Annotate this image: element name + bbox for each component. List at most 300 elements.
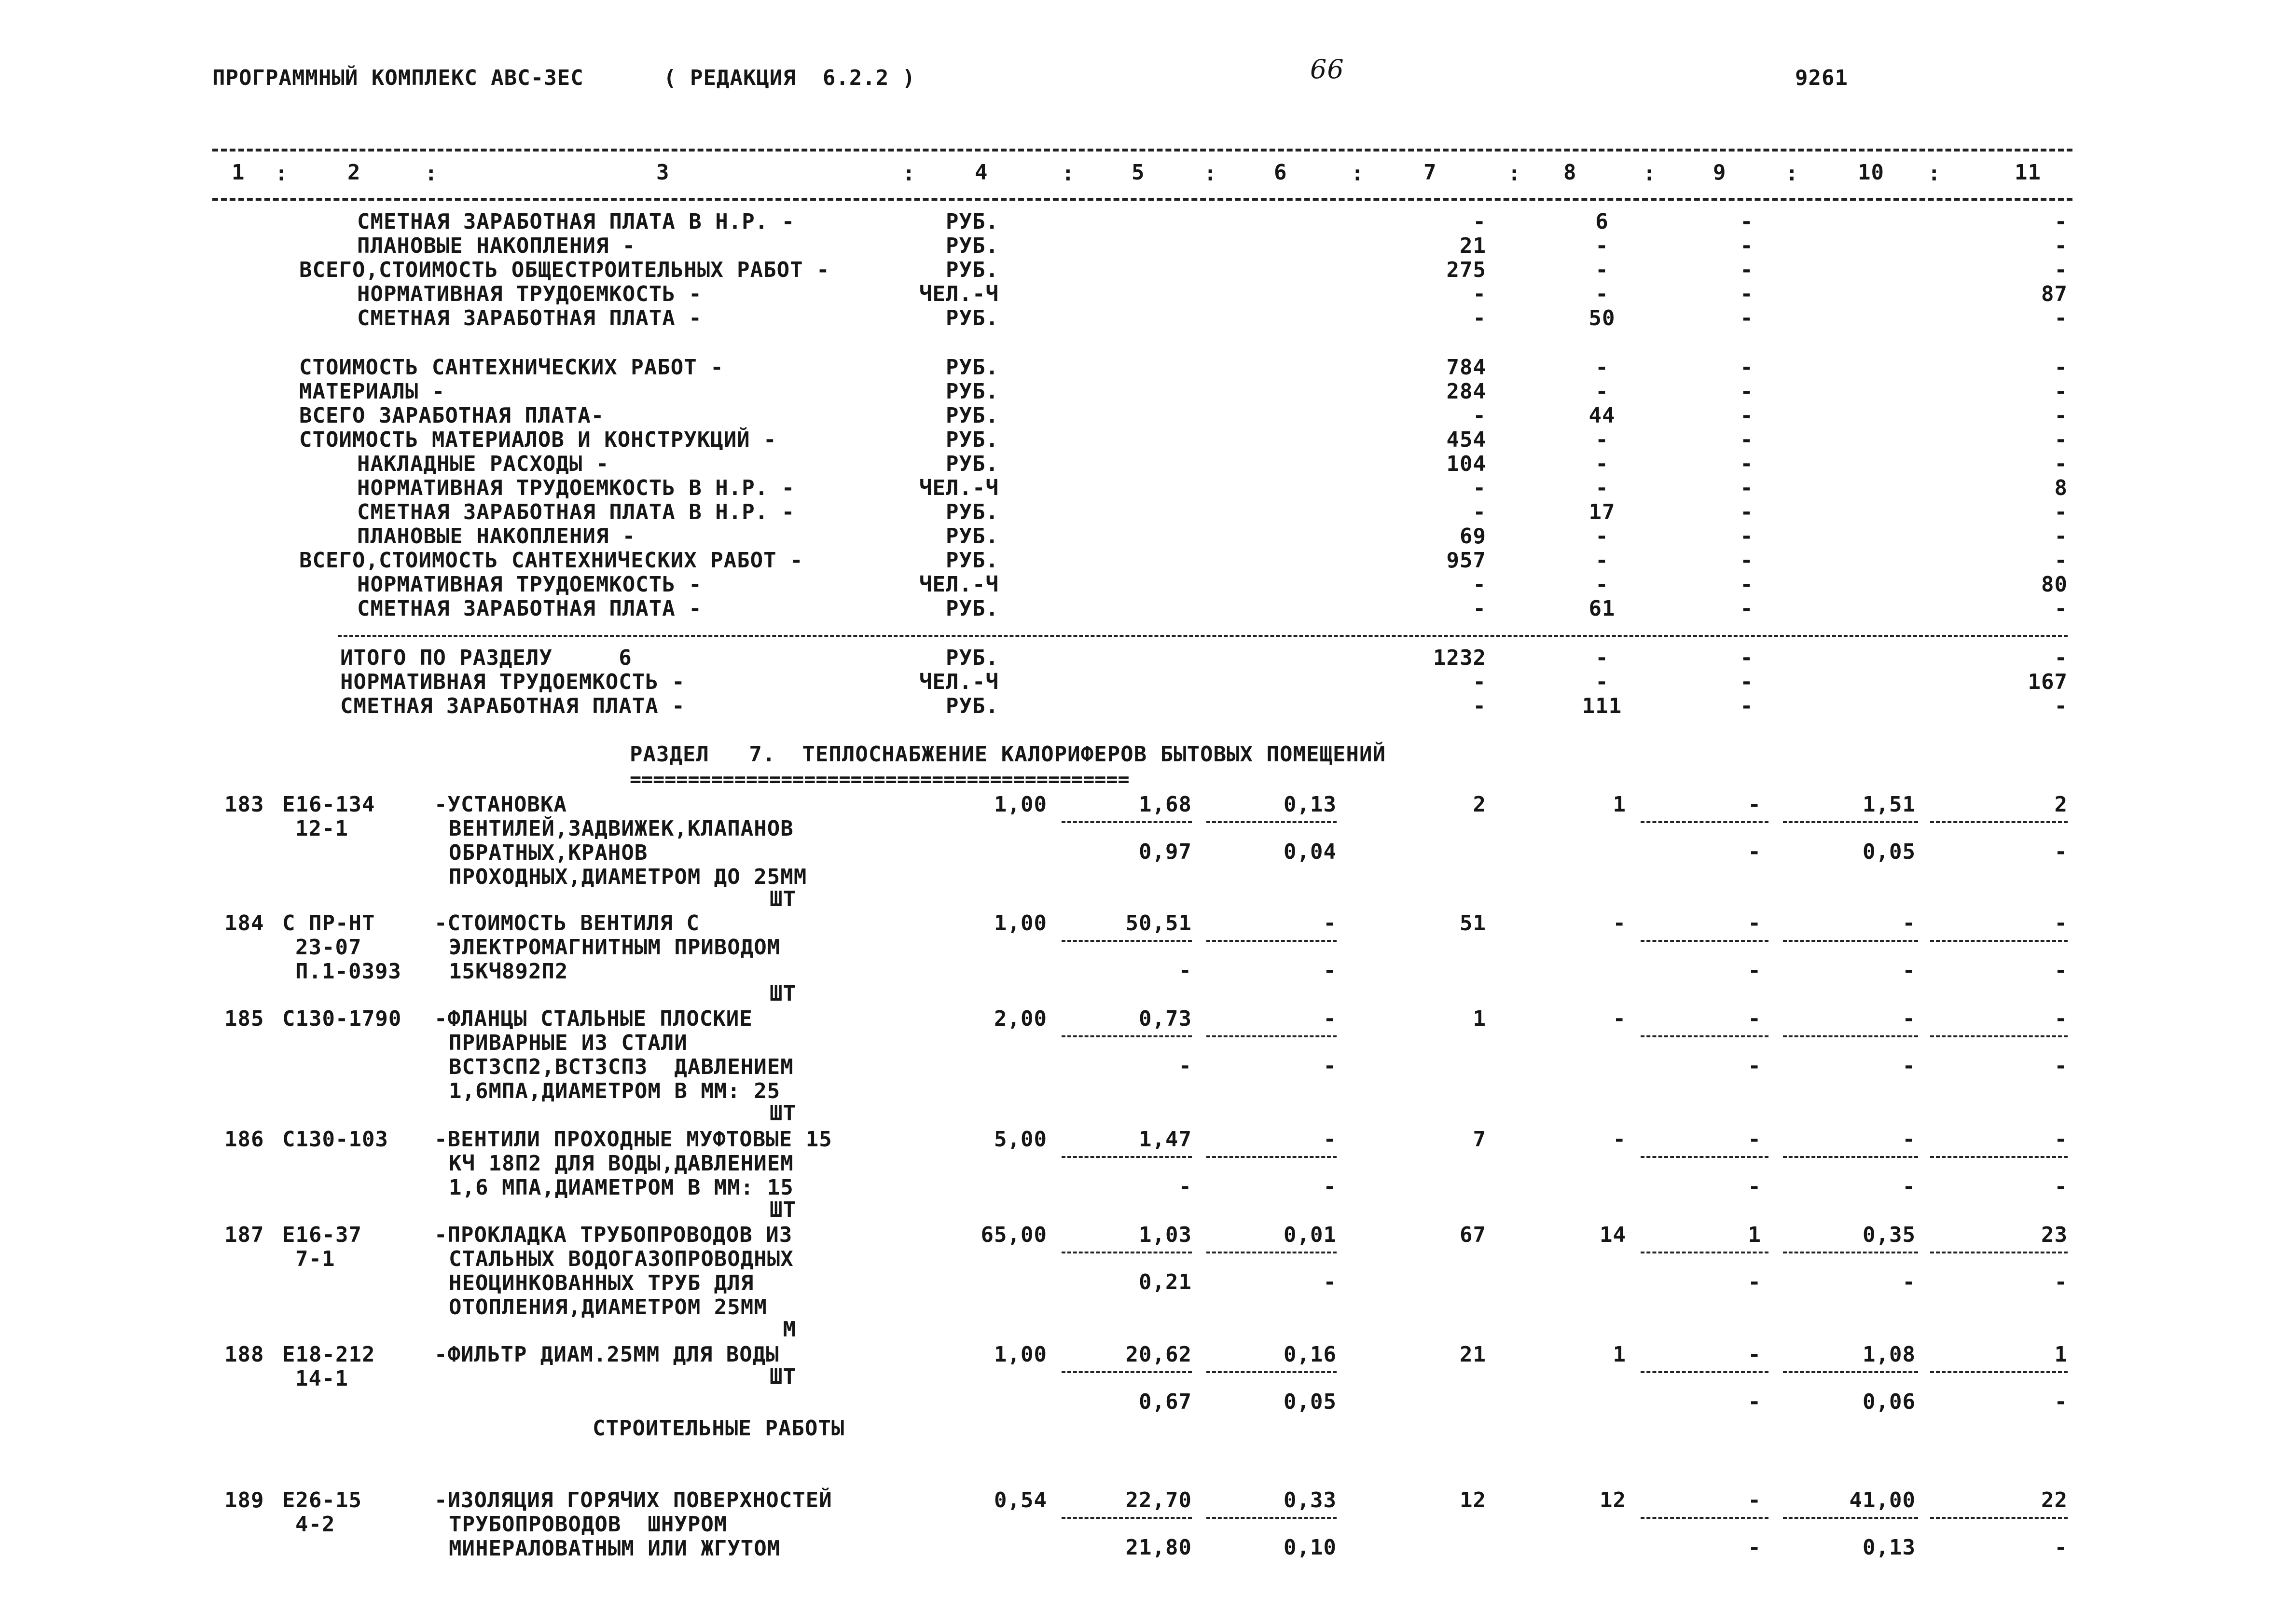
summary-unit: РУБ. bbox=[946, 234, 999, 258]
totals-rule bbox=[338, 635, 2068, 637]
item-unit: ШТ bbox=[770, 1197, 796, 1222]
item-c4: 1,00 bbox=[994, 792, 1047, 817]
column-header-5: 5 bbox=[1132, 160, 1145, 185]
summary-label: СМЕТНАЯ ЗАРАБОТНАЯ ПЛАТА - bbox=[357, 306, 702, 330]
edition-label: ( РЕДАКЦИЯ 6.2.2 ) bbox=[663, 66, 916, 90]
summary-col9: - bbox=[1740, 646, 1754, 670]
summary-label: СМЕТНАЯ ЗАРАБОТНАЯ ПЛАТА - bbox=[357, 596, 702, 621]
item-c8: 1 bbox=[1613, 1342, 1626, 1367]
summary-col8: - bbox=[1595, 646, 1609, 670]
column-separator: : bbox=[1785, 161, 1799, 186]
summary-col11: 80 bbox=[2041, 572, 2068, 597]
summary-label: НОРМАТИВНАЯ ТРУДОЕМКОСТЬ - bbox=[357, 282, 702, 306]
item-c7: 67 bbox=[1460, 1223, 1486, 1247]
item-c5b: 0,21 bbox=[1139, 1270, 1192, 1294]
item-c9b: - bbox=[1748, 1390, 1761, 1414]
summary-unit: РУБ. bbox=[946, 379, 999, 404]
item-code: С130-103 bbox=[282, 1127, 388, 1152]
item-description: 1,6 МПА,ДИАМЕТРОМ В ММ: 15 bbox=[449, 1175, 794, 1200]
item-c9b: - bbox=[1748, 958, 1761, 983]
summary-unit: ЧЕЛ.-Ч bbox=[919, 572, 999, 597]
summary-col9: - bbox=[1740, 476, 1754, 500]
summary-label: ПЛАНОВЫЕ НАКОПЛЕНИЯ - bbox=[357, 234, 636, 258]
summary-col7: - bbox=[1473, 476, 1486, 500]
summary-col8: - bbox=[1595, 258, 1609, 282]
item-c11b: - bbox=[2054, 1270, 2068, 1294]
item-description: -ИЗОЛЯЦИЯ ГОРЯЧИХ ПОВЕРХНОСТЕЙ bbox=[434, 1488, 832, 1513]
item-c5: 1,47 bbox=[1139, 1127, 1192, 1152]
summary-col11: - bbox=[2054, 306, 2068, 330]
item-sub-rule bbox=[1930, 940, 2068, 942]
item-c7: 12 bbox=[1460, 1488, 1486, 1513]
item-number: 189 bbox=[224, 1488, 264, 1513]
item-code: С ПР-НТ bbox=[282, 911, 375, 936]
item-sub-rule bbox=[1206, 1371, 1337, 1373]
column-header-4: 4 bbox=[975, 160, 988, 185]
summary-col11: 167 bbox=[2028, 670, 2068, 694]
summary-col8: - bbox=[1595, 524, 1609, 549]
item-number: 188 bbox=[224, 1342, 264, 1367]
item-description: СТАЛЬНЫХ ВОДОГАЗОПРОВОДНЫХ bbox=[449, 1247, 794, 1271]
summary-label: СТОИМОСТЬ САНТЕХНИЧЕСКИХ РАБОТ - bbox=[299, 355, 724, 380]
item-sub-rule bbox=[1062, 940, 1192, 942]
summary-col7: 104 bbox=[1446, 452, 1486, 476]
summary-col8: 17 bbox=[1588, 500, 1616, 524]
summary-col11: - bbox=[2054, 452, 2068, 476]
item-sub-rule bbox=[1062, 821, 1192, 823]
summary-col7: 275 bbox=[1446, 258, 1486, 282]
summary-col9: - bbox=[1740, 355, 1754, 380]
item-description: -ФИЛЬТР ДИАМ.25ММ ДЛЯ ВОДЫ bbox=[434, 1342, 779, 1367]
item-number: 186 bbox=[224, 1127, 264, 1152]
item-sub-rule bbox=[1641, 821, 1768, 823]
summary-col11: - bbox=[2054, 500, 2068, 524]
item-sub-rule bbox=[1206, 1156, 1337, 1158]
summary-col7: 957 bbox=[1446, 548, 1486, 573]
item-c6: - bbox=[1323, 1006, 1337, 1031]
item-c11b: - bbox=[2054, 1535, 2068, 1560]
item-description: ВЕНТИЛЕЙ,ЗАДВИЖЕК,КЛАПАНОВ bbox=[449, 816, 794, 841]
item-code: 4-2 bbox=[295, 1512, 335, 1537]
item-c7: 21 bbox=[1460, 1342, 1486, 1367]
item-sub-rule bbox=[1930, 1371, 2068, 1373]
summary-label: НОРМАТИВНАЯ ТРУДОЕМКОСТЬ - bbox=[357, 572, 702, 597]
item-c6: - bbox=[1323, 911, 1337, 936]
item-description: -УСТАНОВКА bbox=[434, 792, 567, 817]
item-code: 23-07 bbox=[295, 935, 362, 960]
item-description: -СТОИМОСТЬ ВЕНТИЛЯ С bbox=[434, 911, 700, 936]
item-unit: ШТ bbox=[770, 887, 796, 911]
summary-unit: ЧЕЛ.-Ч bbox=[919, 282, 999, 306]
summary-col8: - bbox=[1595, 452, 1609, 476]
summary-col7: - bbox=[1473, 500, 1486, 524]
summary-label: МАТЕРИАЛЫ - bbox=[299, 379, 445, 404]
item-c10b: - bbox=[1902, 1054, 1916, 1078]
summary-col7: - bbox=[1473, 282, 1486, 306]
item-sub-rule bbox=[1641, 1517, 1768, 1519]
item-c9: - bbox=[1748, 911, 1761, 936]
summary-col8: - bbox=[1595, 548, 1609, 573]
summary-col9: - bbox=[1740, 500, 1754, 524]
item-c11b: - bbox=[2054, 1390, 2068, 1414]
item-c11b: - bbox=[2054, 840, 2068, 864]
summary-unit: РУБ. bbox=[946, 355, 999, 380]
summary-col9: - bbox=[1740, 670, 1754, 694]
item-description: МИНЕРАЛОВАТНЫМ ИЛИ ЖГУТОМ bbox=[449, 1536, 781, 1561]
column-separator: : bbox=[902, 161, 916, 186]
item-sub-rule bbox=[1783, 1371, 1918, 1373]
summary-unit: РУБ. bbox=[946, 452, 999, 476]
item-c5b: 21,80 bbox=[1125, 1535, 1192, 1560]
item-code: Е16-37 bbox=[282, 1223, 362, 1247]
column-separator: : bbox=[1204, 161, 1217, 186]
summary-col9: - bbox=[1740, 427, 1754, 452]
item-sub-rule bbox=[1783, 1156, 1918, 1158]
column-separator: : bbox=[1928, 161, 1941, 186]
item-code: Е16-134 bbox=[282, 792, 375, 817]
summary-col9: - bbox=[1740, 524, 1754, 549]
item-c9b: - bbox=[1748, 1270, 1761, 1294]
section-underline: =========================================== bbox=[630, 769, 1130, 791]
item-code: Е18-212 bbox=[282, 1342, 375, 1367]
item-c8: 12 bbox=[1600, 1488, 1626, 1513]
item-c7: 2 bbox=[1473, 792, 1486, 817]
item-description: НЕОЦИНКОВАННЫХ ТРУБ ДЛЯ bbox=[449, 1271, 754, 1295]
item-sub-rule bbox=[1062, 1252, 1192, 1253]
summary-unit: РУБ. bbox=[946, 258, 999, 282]
summary-col11: - bbox=[2054, 258, 2068, 282]
item-c5b: - bbox=[1178, 1174, 1192, 1199]
item-c4: 0,54 bbox=[994, 1488, 1047, 1513]
summary-unit: РУБ. bbox=[946, 209, 999, 234]
summary-unit: РУБ. bbox=[946, 548, 999, 573]
column-separator: : bbox=[1643, 161, 1657, 186]
summary-col11: - bbox=[2054, 524, 2068, 549]
item-number: 183 bbox=[224, 792, 264, 817]
item-sub-rule bbox=[1930, 821, 2068, 823]
item-c4: 65,00 bbox=[981, 1223, 1047, 1247]
item-c6b: - bbox=[1323, 1174, 1337, 1199]
item-c10: 1,51 bbox=[1863, 792, 1916, 817]
summary-col7: 1232 bbox=[1433, 646, 1486, 670]
summary-col8: - bbox=[1595, 379, 1609, 404]
column-separator: : bbox=[275, 161, 289, 186]
item-c10b: 0,06 bbox=[1863, 1390, 1916, 1414]
summary-label: ИТОГО ПО РАЗДЕЛУ 6 bbox=[340, 646, 632, 670]
item-code: Е26-15 bbox=[282, 1488, 362, 1513]
item-c8: - bbox=[1613, 1127, 1626, 1152]
item-c9: - bbox=[1748, 1127, 1761, 1152]
item-sub-rule bbox=[1783, 1517, 1918, 1519]
column-header-11: 11 bbox=[2015, 160, 2041, 185]
column-header-7: 7 bbox=[1423, 160, 1437, 185]
column-separator: : bbox=[1508, 161, 1521, 186]
item-sub-rule bbox=[1930, 1517, 2068, 1519]
summary-label: НАКЛАДНЫЕ РАСХОДЫ - bbox=[357, 452, 609, 476]
item-c10: 0,35 bbox=[1863, 1223, 1916, 1247]
item-c6: 0,16 bbox=[1284, 1342, 1337, 1367]
item-c4: 2,00 bbox=[994, 1006, 1047, 1031]
summary-unit: ЧЕЛ.-Ч bbox=[919, 670, 999, 694]
summary-col9: - bbox=[1740, 282, 1754, 306]
item-c9b: - bbox=[1748, 1174, 1761, 1199]
summary-col9: - bbox=[1740, 596, 1754, 621]
summary-label: СМЕТНАЯ ЗАРАБОТНАЯ ПЛАТА В Н.Р. - bbox=[357, 209, 795, 234]
summary-col7: - bbox=[1473, 694, 1486, 718]
summary-unit: РУБ. bbox=[946, 596, 999, 621]
item-c11: 22 bbox=[2041, 1488, 2068, 1513]
summary-col11: - bbox=[2054, 548, 2068, 573]
item-description: -ПРОКЛАДКА ТРУБОПРОВОДОВ ИЗ bbox=[434, 1223, 793, 1247]
item-sub-rule bbox=[1930, 1156, 2068, 1158]
item-c11: - bbox=[2054, 911, 2068, 936]
item-c9: 1 bbox=[1748, 1223, 1761, 1247]
item-c5b: 0,97 bbox=[1139, 840, 1192, 864]
summary-col8: - bbox=[1595, 355, 1609, 380]
summary-unit: РУБ. bbox=[946, 306, 999, 330]
item-c11b: - bbox=[2054, 958, 2068, 983]
item-c5b: 0,67 bbox=[1139, 1390, 1192, 1414]
summary-col9: - bbox=[1740, 306, 1754, 330]
summary-col11: - bbox=[2054, 403, 2068, 428]
item-c5: 20,62 bbox=[1125, 1342, 1192, 1367]
item-sub-rule bbox=[1641, 1252, 1768, 1253]
item-c5: 0,73 bbox=[1139, 1006, 1192, 1031]
summary-unit: РУБ. bbox=[946, 646, 999, 670]
item-sub-rule bbox=[1641, 1371, 1768, 1373]
item-description: ОБРАТНЫХ,КРАНОВ bbox=[449, 840, 648, 865]
summary-col7: - bbox=[1473, 572, 1486, 597]
item-description: 15КЧ892П2 bbox=[449, 959, 568, 984]
summary-col7: - bbox=[1473, 209, 1486, 234]
item-c6b: 0,10 bbox=[1284, 1535, 1337, 1560]
item-description: 1,6МПА,ДИАМЕТРОМ В ММ: 25 bbox=[449, 1079, 781, 1103]
item-c6b: - bbox=[1323, 1054, 1337, 1078]
item-sub-rule bbox=[1206, 1035, 1337, 1037]
summary-col11: - bbox=[2054, 234, 2068, 258]
item-unit: ШТ bbox=[770, 1101, 796, 1126]
item-code: 12-1 bbox=[295, 816, 348, 841]
item-c9: - bbox=[1748, 1488, 1761, 1513]
summary-col9: - bbox=[1740, 572, 1754, 597]
item-c11: - bbox=[2054, 1127, 2068, 1152]
item-c10b: 0,05 bbox=[1863, 840, 1916, 864]
summary-unit: РУБ. bbox=[946, 524, 999, 549]
page-number: 66 bbox=[1310, 54, 1344, 84]
item-description: ОТОПЛЕНИЯ,ДИАМЕТРОМ 25ММ bbox=[449, 1295, 767, 1320]
summary-label: СМЕТНАЯ ЗАРАБОТНАЯ ПЛАТА В Н.Р. - bbox=[357, 500, 795, 524]
summary-col7: 454 bbox=[1446, 427, 1486, 452]
item-c10: - bbox=[1902, 1127, 1916, 1152]
item-description: ПРИВАРНЫЕ ИЗ СТАЛИ bbox=[449, 1031, 688, 1055]
item-sub-rule bbox=[1641, 1156, 1768, 1158]
item-c9: - bbox=[1748, 1006, 1761, 1031]
item-sub-rule bbox=[1641, 1035, 1768, 1037]
program-title: ПРОГРАММНЫЙ КОМПЛЕКС АВС-3ЕС bbox=[212, 66, 584, 90]
item-c9b: - bbox=[1748, 1054, 1761, 1078]
item-sub-rule bbox=[1062, 1035, 1192, 1037]
column-header-1: 1 bbox=[232, 160, 245, 185]
item-c6b: 0,04 bbox=[1284, 840, 1337, 864]
item-sub-rule bbox=[1783, 1035, 1918, 1037]
summary-col7: 21 bbox=[1460, 234, 1486, 258]
item-c4: 1,00 bbox=[994, 911, 1047, 936]
item-c6b: - bbox=[1323, 1270, 1337, 1294]
summary-unit: ЧЕЛ.-Ч bbox=[919, 476, 999, 500]
item-c8: 14 bbox=[1600, 1223, 1626, 1247]
item-number: 185 bbox=[224, 1006, 264, 1031]
item-c9: - bbox=[1748, 1342, 1761, 1367]
item-c5: 1,03 bbox=[1139, 1223, 1192, 1247]
column-separator: : bbox=[1062, 161, 1075, 186]
summary-col8: 111 bbox=[1582, 694, 1622, 718]
column-separator: : bbox=[1351, 161, 1365, 186]
item-description: -ФЛАНЦЫ СТАЛЬНЫЕ ПЛОСКИЕ bbox=[434, 1006, 753, 1031]
summary-col11: - bbox=[2054, 646, 2068, 670]
item-c11: 1 bbox=[2054, 1342, 2068, 1367]
item-c4: 1,00 bbox=[994, 1342, 1047, 1367]
item-sub-rule bbox=[1783, 1252, 1918, 1253]
item-c9b: - bbox=[1748, 840, 1761, 864]
item-c10b: - bbox=[1902, 1174, 1916, 1199]
summary-col8: - bbox=[1595, 234, 1609, 258]
summary-col7: 284 bbox=[1446, 379, 1486, 404]
summary-col7: - bbox=[1473, 670, 1486, 694]
item-description: ВСТ3СП2,ВСТ3СП3 ДАВЛЕНИЕМ bbox=[449, 1055, 794, 1079]
subheading-construction: СТРОИТЕЛЬНЫЕ РАБОТЫ bbox=[593, 1416, 845, 1441]
summary-col8: - bbox=[1595, 476, 1609, 500]
item-c6: 0,13 bbox=[1284, 792, 1337, 817]
item-unit: ШТ bbox=[770, 1364, 796, 1389]
header-rule-bottom bbox=[212, 198, 2072, 201]
item-sub-rule bbox=[1206, 1517, 1337, 1519]
item-description: ТРУБОПРОВОДОВ ШНУРОМ bbox=[449, 1512, 728, 1537]
summary-unit: РУБ. bbox=[946, 427, 999, 452]
column-header-2: 2 bbox=[347, 160, 361, 185]
item-number: 184 bbox=[224, 911, 264, 936]
item-sub-rule bbox=[1783, 940, 1918, 942]
item-c4: 5,00 bbox=[994, 1127, 1047, 1152]
summary-col9: - bbox=[1740, 694, 1754, 718]
summary-label: НОРМАТИВНАЯ ТРУДОЕМКОСТЬ В Н.Р. - bbox=[357, 476, 795, 500]
item-c6: 0,01 bbox=[1284, 1223, 1337, 1247]
item-sub-rule bbox=[1206, 1252, 1337, 1253]
summary-unit: РУБ. bbox=[946, 694, 999, 718]
summary-col11: - bbox=[2054, 355, 2068, 380]
item-c5: 1,68 bbox=[1139, 792, 1192, 817]
header-rule-top bbox=[212, 149, 2072, 151]
item-code: С130-1790 bbox=[282, 1006, 402, 1031]
summary-col11: - bbox=[2054, 596, 2068, 621]
item-code: П.1-0393 bbox=[295, 959, 401, 984]
item-c8: 1 bbox=[1613, 792, 1626, 817]
summary-col8: 61 bbox=[1588, 596, 1616, 621]
summary-label: ВСЕГО,СТОИМОСТЬ САНТЕХНИЧЕСКИХ РАБОТ - bbox=[299, 548, 803, 573]
item-c6: - bbox=[1323, 1127, 1337, 1152]
summary-col11: 8 bbox=[2054, 476, 2068, 500]
summary-col9: - bbox=[1740, 548, 1754, 573]
item-sub-rule bbox=[1062, 1156, 1192, 1158]
section-heading: РАЗДЕЛ 7. ТЕПЛОСНАБЖЕНИЕ КАЛОРИФЕРОВ БЫТОВЫХ ПОМЕЩЕНИЙ bbox=[630, 742, 1386, 767]
item-c7: 51 bbox=[1460, 911, 1486, 936]
column-header-10: 10 bbox=[1858, 160, 1884, 185]
summary-col7: - bbox=[1473, 596, 1486, 621]
summary-col9: - bbox=[1740, 452, 1754, 476]
summary-label: СТОИМОСТЬ МАТЕРИАЛОВ И КОНСТРУКЦИЙ - bbox=[299, 427, 777, 452]
item-sub-rule bbox=[1206, 821, 1337, 823]
item-unit: М bbox=[783, 1317, 796, 1342]
item-description: -ВЕНТИЛИ ПРОХОДНЫЕ МУФТОВЫЕ 15 bbox=[434, 1127, 832, 1152]
column-header-6: 6 bbox=[1274, 160, 1287, 185]
summary-col9: - bbox=[1740, 403, 1754, 428]
item-c7: 1 bbox=[1473, 1006, 1486, 1031]
item-c10: - bbox=[1902, 911, 1916, 936]
summary-col9: - bbox=[1740, 379, 1754, 404]
item-c10b: - bbox=[1902, 1270, 1916, 1294]
summary-col7: 784 bbox=[1446, 355, 1486, 380]
summary-col11: - bbox=[2054, 427, 2068, 452]
item-code: 7-1 bbox=[295, 1247, 335, 1271]
item-number: 187 bbox=[224, 1223, 264, 1247]
item-code: 14-1 bbox=[295, 1366, 348, 1391]
summary-label: ВСЕГО,СТОИМОСТЬ ОБЩЕСТРОИТЕЛЬНЫХ РАБОТ - bbox=[299, 258, 830, 282]
summary-col9: - bbox=[1740, 234, 1754, 258]
item-sub-rule bbox=[1930, 1035, 2068, 1037]
item-c5b: - bbox=[1178, 958, 1192, 983]
summary-col8: - bbox=[1595, 427, 1609, 452]
item-c8: - bbox=[1613, 1006, 1626, 1031]
item-c10: 41,00 bbox=[1849, 1488, 1916, 1513]
item-sub-rule bbox=[1783, 821, 1918, 823]
item-c5b: - bbox=[1178, 1054, 1192, 1078]
item-c6b: - bbox=[1323, 958, 1337, 983]
summary-col8: - bbox=[1595, 572, 1609, 597]
summary-col9: - bbox=[1740, 258, 1754, 282]
item-sub-rule bbox=[1641, 940, 1768, 942]
item-c7: 7 bbox=[1473, 1127, 1486, 1152]
summary-col11: - bbox=[2054, 379, 2068, 404]
item-c11b: - bbox=[2054, 1174, 2068, 1199]
doc-code: 9261 bbox=[1795, 66, 1848, 90]
summary-unit: РУБ. bbox=[946, 403, 999, 428]
item-c5: 50,51 bbox=[1125, 911, 1192, 936]
item-c9b: - bbox=[1748, 1535, 1761, 1560]
item-description: КЧ 18П2 ДЛЯ ВОДЫ,ДАВЛЕНИЕМ bbox=[449, 1151, 794, 1176]
summary-col8: - bbox=[1595, 670, 1609, 694]
summary-unit: РУБ. bbox=[946, 500, 999, 524]
summary-col8: 6 bbox=[1595, 209, 1609, 234]
item-unit: ШТ bbox=[770, 981, 796, 1006]
summary-col9: - bbox=[1740, 209, 1754, 234]
item-c10b: - bbox=[1902, 958, 1916, 983]
item-sub-rule bbox=[1206, 940, 1337, 942]
summary-col7: 69 bbox=[1460, 524, 1486, 549]
summary-label: ВСЕГО ЗАРАБОТНАЯ ПЛАТА- bbox=[299, 403, 605, 428]
summary-label: НОРМАТИВНАЯ ТРУДОЕМКОСТЬ - bbox=[340, 670, 685, 694]
item-c5: 22,70 bbox=[1125, 1488, 1192, 1513]
column-header-3: 3 bbox=[656, 160, 670, 185]
summary-col8: 44 bbox=[1588, 403, 1616, 428]
item-c10b: 0,13 bbox=[1863, 1535, 1916, 1560]
item-c6: 0,33 bbox=[1284, 1488, 1337, 1513]
item-sub-rule bbox=[1930, 1252, 2068, 1253]
summary-col7: - bbox=[1473, 306, 1486, 330]
summary-col11: 87 bbox=[2041, 282, 2068, 306]
item-c11b: - bbox=[2054, 1054, 2068, 1078]
item-c9: - bbox=[1748, 792, 1761, 817]
column-header-9: 9 bbox=[1713, 160, 1727, 185]
item-description: ПРОХОДНЫХ,ДИАМЕТРОМ ДО 25ММ bbox=[449, 865, 807, 889]
